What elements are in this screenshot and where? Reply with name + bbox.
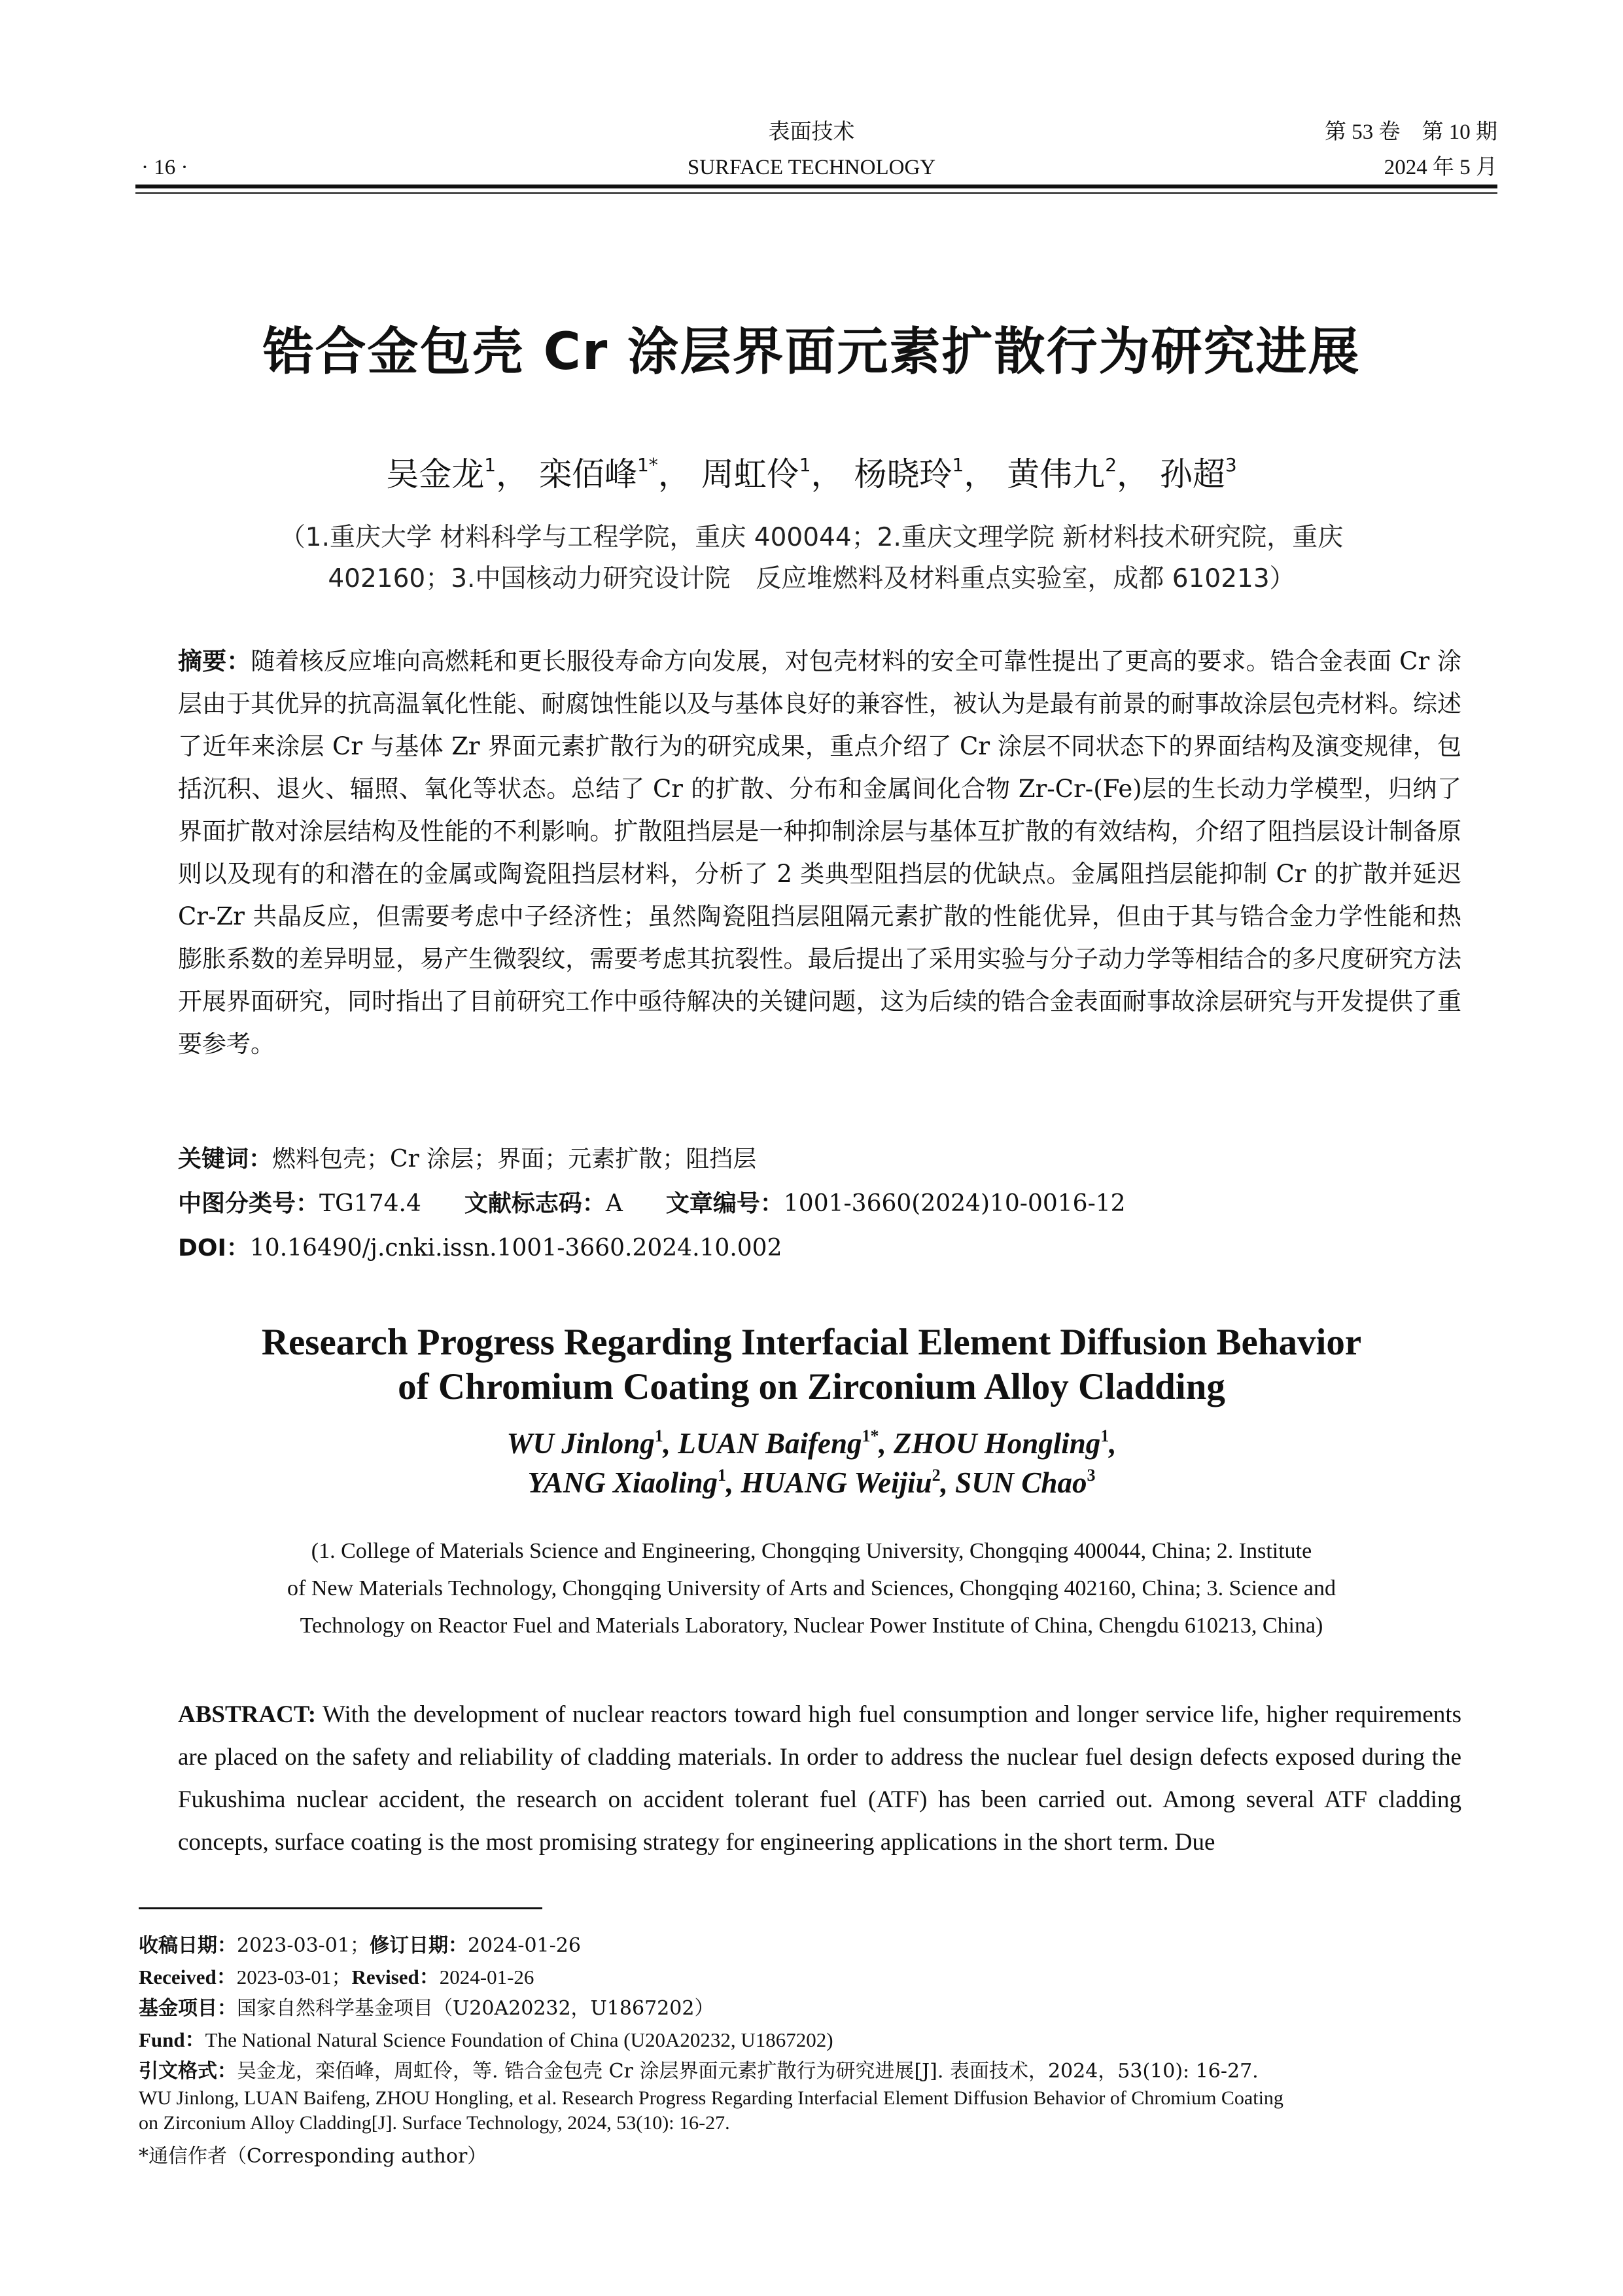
- clc-label: 中图分类号：: [178, 1190, 320, 1217]
- doi-label: DOI：: [178, 1235, 250, 1262]
- author-cn: 孙超: [1159, 455, 1225, 493]
- revised-en: 2024-01-26: [439, 1966, 534, 1988]
- footnote-corresponding: *通信作者（Corresponding author）: [139, 2145, 487, 2168]
- author-sup: 1: [952, 454, 964, 476]
- abstract-en-text: With the development of nuclear reactors toward high fuel consumption and longer service life, higher requirements are placed on the safety and reliability of cladding materials. In order to address the nuclear fuel design defects exposed during the Fukushima nuclear accident, the research on accident tolerant fuel (ATF) has been carried out. Among several ATF cladding concepts, surface coating is the most promising strategy for engineering applications in the short term. Due: [178, 1701, 1461, 1856]
- classification-line: [178, 1184, 1461, 1224]
- revised-cn: 2024-01-26: [467, 1934, 581, 1957]
- volume-issue: 第 53 卷 第 10 期: [1325, 120, 1497, 144]
- cite-cn: 吴金龙，栾佰峰，周虹伶，等. 锆合金包壳 Cr 涂层界面元素扩散行为研究进展[J]. 表面技术，2024，53(10): 16-27.: [237, 2060, 1259, 2083]
- fund-en: The National Natural Science Foundation of China (U20A20232, U1867202): [205, 2028, 833, 2051]
- affiliation-en: [216, 1532, 1407, 1644]
- author-en: YANG Xiaoling: [527, 1466, 718, 1499]
- doi-line: [178, 1229, 1461, 1268]
- page-number: · 16 ·: [141, 156, 188, 179]
- abstract-cn-label: 摘要：: [178, 647, 251, 675]
- footnote-citation-en: [139, 2086, 1499, 2136]
- affiliation-en-line: of New Materials Technology, Chongqing University of Arts and Sciences, Chongqing 402160, China; 3. Science and: [287, 1576, 1336, 1600]
- author-sup: 2: [1105, 454, 1117, 476]
- author-sup: 1: [799, 454, 811, 476]
- author-cn: 黄伟九: [1007, 455, 1106, 493]
- author-cn: 吴金龙: [386, 455, 485, 493]
- author-cn: 周虹伶: [701, 455, 799, 493]
- keywords-text: 燃料包壳；Cr 涂层；界面；元素扩散；阻挡层: [272, 1146, 757, 1173]
- received-en-label: Received：: [139, 1966, 237, 1988]
- received-cn: 2023-03-01；: [237, 1934, 370, 1957]
- footnote-rule: [139, 1907, 542, 1909]
- author-en: SUN Chao: [955, 1466, 1087, 1499]
- author-sup: 2: [932, 1466, 941, 1485]
- authors-en-line: YANG Xiaoling$^1$, HUANG Weijiu$^2$, SUN Chao$^3$: [527, 1466, 1096, 1499]
- revised-en-label: Revised：: [351, 1966, 440, 1988]
- author-en: WU Jinlong: [506, 1427, 655, 1460]
- authors-en: [0, 1424, 1623, 1502]
- author-en: HUANG Weijiu: [741, 1466, 932, 1499]
- doi-value[interactable]: 10.16490/j.cnki.issn.1001-3660.2024.10.002: [249, 1235, 782, 1262]
- title-cn: 锆合金包壳 Cr 涂层界面元素扩散行为研究进展: [262, 323, 1361, 381]
- author-cn: 杨晓玲: [854, 455, 952, 493]
- title-en-line: of Chromium Coating on Zirconium Alloy Cladding: [398, 1366, 1225, 1407]
- authors-en-line: WU Jinlong$^1$, LUAN Baifeng$^{1*}$, ZHOU Hongling$^1$,: [506, 1426, 1117, 1460]
- affiliation-cn-line: 402160；3.中国核动力研究设计院 反应堆燃料及材料重点实验室，成都 610213）: [328, 564, 1295, 593]
- footnote-citation-cn: [139, 2056, 1499, 2087]
- abstract-en-label: ABSTRACT:: [178, 1701, 317, 1728]
- author-en: LUAN Baifeng: [678, 1427, 862, 1460]
- issue-date: 2024 年 5 月: [1384, 156, 1497, 179]
- author-cn: 栾佰峰: [538, 455, 637, 493]
- title-en-line: Research Progress Regarding Interfacial Element Diffusion Behavior: [261, 1322, 1362, 1363]
- footnote-dates-cn: [139, 1930, 1499, 1962]
- abstract-cn-text: 随着核反应堆向高燃耗和更长服役寿命方向发展，对包壳材料的安全可靠性提出了更高的要求。锆合金表面 Cr 涂层由于其优异的抗高温氧化性能、耐腐蚀性能以及与基体良好的兼容性，被认为是最有前景的耐事故涂层包壳材料。综述了近年来涂层 Cr 与基体 Zr 界面元素扩散行为的研究成果，重点介绍了 Cr 涂层不同状态下的界面结构及演变规律，包括沉积、退火、辐照、氧化等状态。总结了 Cr 的扩散、分布和金属间化合物 Zr-Cr-(Fe)层的生长动力学模型，归纳了界面扩散对涂层结构及性能的不利影响。扩散阻挡层是一种抑制涂层与基体互扩散的有效结构，介绍了阻挡层设计制备原则以及现有的和潜在的金属或陶瓷阻挡层材料，分析了 2 类典型阻挡层的优缺点。金属阻挡层能抑制 Cr 的扩散并延迟 Cr-Zr 共晶反应，但需要考虑中子经济性；虽然陶瓷阻挡层阻隔元素扩散的性能优异，但由于其与锆合金力学性能和热膨胀系数的差异明显，易产生微裂纹，需要考虑其抗裂性。最后提出了采用实验与分子动力学等相结合的多尺度研究方法开展界面研究，同时指出了目前研究工作中亟待解决的关键问题，这为后续的锆合金表面耐事故涂层研究与开发提供了重要参考。: [178, 647, 1461, 1058]
- footnote-fund-cn: [139, 1993, 1499, 2024]
- received-cn-label: 收稿日期：: [139, 1934, 237, 1957]
- affiliation-en-line: Technology on Reactor Fuel and Materials Laboratory, Nuclear Power Institute of China, Chengdu 610213, China): [300, 1614, 1323, 1638]
- affiliation-cn-line: （1.重庆大学 材料科学与工程学院，重庆 400044；2.重庆文理学院 新材料技术研究院，重庆: [279, 523, 1344, 552]
- clc-value: TG174.4: [319, 1190, 421, 1217]
- author-sup: 3: [1225, 454, 1237, 476]
- author-sup: 3: [1087, 1466, 1096, 1485]
- cite-cn-label: 引文格式：: [139, 2060, 237, 2083]
- footnote-fund-en: [139, 2024, 1499, 2056]
- author-en: ZHOU Hongling: [894, 1427, 1101, 1460]
- received-en: 2023-03-01；: [236, 1966, 352, 1988]
- doc-code-label: 文献标志码：: [464, 1190, 606, 1217]
- author-sup: 1: [484, 454, 497, 476]
- journal-name-en: SURFACE TECHNOLOGY: [687, 156, 936, 179]
- fund-cn: 国家自然科学基金项目（U20A20232，U1867202）: [237, 1997, 714, 2020]
- header-rule-thin: [135, 192, 1497, 194]
- article-number-label: 文章编号：: [665, 1190, 784, 1217]
- author-sup: 1: [1100, 1426, 1109, 1445]
- journal-name-cn: 表面技术: [768, 120, 855, 144]
- doc-code-value: A: [605, 1190, 623, 1217]
- affiliation-cn: [183, 517, 1440, 599]
- abstract-cn: [178, 640, 1461, 1065]
- keywords-label: 关键词：: [178, 1146, 273, 1173]
- header-rule-thick: [135, 185, 1497, 188]
- affiliation-en-line: (1. College of Materials Science and Engineering, Chongqing University, Chongqing 400044, China; 2. Institute: [311, 1539, 1312, 1563]
- author-sup: 1: [718, 1466, 726, 1485]
- article-number-value: 1001-3660(2024)10-0016-12: [783, 1190, 1126, 1217]
- cite-en-line: on Zirconium Alloy Cladding[J]. Surface Technology, 2024, 53(10): 16-27.: [139, 2112, 730, 2134]
- author-sup: 1*: [637, 454, 658, 476]
- author-sup: 1*: [862, 1426, 879, 1445]
- abstract-en: [178, 1693, 1461, 1863]
- revised-cn-label: 修订日期：: [369, 1934, 468, 1957]
- cite-en-line: WU Jinlong, LUAN Baifeng, ZHOU Hongling, et al. Research Progress Regarding Interfacial Element Diffusion Behavior of Chromium Coating: [139, 2087, 1283, 2109]
- authors-cn: 吴金龙$^1$， 栾佰峰$^{1*}$， 周虹伶$^1$， 杨晓玲$^1$， 黄伟九$^2$， 孙超$^3$: [386, 454, 1237, 493]
- fund-cn-label: 基金项目：: [139, 1997, 237, 2020]
- keywords-cn: [178, 1140, 1461, 1179]
- fund-en-label: Fund：: [139, 2028, 205, 2051]
- title-en: [0, 1320, 1623, 1409]
- footnote-dates-en: [139, 1962, 1499, 1993]
- author-sup: 1: [654, 1426, 663, 1445]
